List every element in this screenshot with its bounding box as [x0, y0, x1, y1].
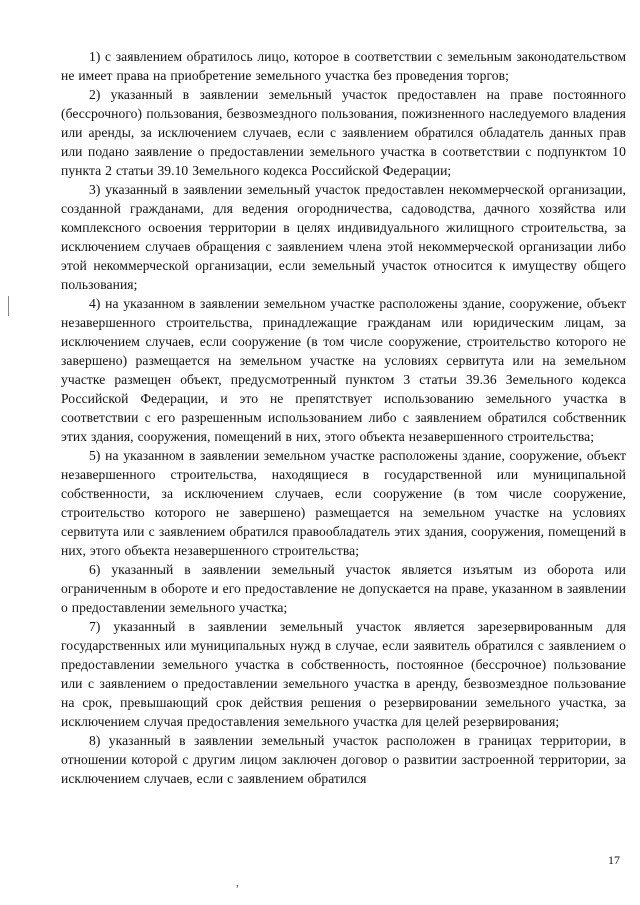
paragraph-item-1: 1) с заявлением обратилось лицо, которое в соответствии с земельным законодательством не имеет права на приобретение земельного участка без проведения торгов;	[61, 49, 626, 83]
paragraph-item-7: 7) указанный в заявлении земельный участок является зарезервированным для государственных или муниципальных нужд в случае, если заявитель обратился с заявлением о предоставлении земельного участка в собственность, постоянное (бессрочное) пользование или с заявлением о предоставлении земельного участка в аренду, безвозмездное пользование на срок, превышающий срок действия решения о резервировании земельного участка, за исключением случая предоставления земельного участка для целей резервирования;	[61, 619, 626, 729]
paragraph-item-5: 5) на указанном в заявлении земельном участке расположены здание, сооружение, объект незавершенного строительства, находящиеся в государственной или муниципальной собственности, за исключением случаев, если сооружение (в том числе сооружение, строительство которого не завершено) размещается на земельном участке на условиях сервитута или с заявлением обратился правообладатель этих здания, сооружения, помещений в них, этого объекта незавершенного строительства;	[61, 448, 626, 558]
margin-mark	[8, 296, 9, 316]
paragraph-item-6: 6) указанный в заявлении земельный участок является изъятым из оборота или ограниченным в обороте и его предоставление не допускается на праве, указанном в заявлении о предоставлении земельного участка;	[61, 562, 626, 615]
paragraph-item-4: 4) на указанном в заявлении земельном участке расположены здание, сооружение, объект незавершенного строительства, принадлежащие гражданам или юридическим лицам, за исключением случаев, если сооружение (в том числе сооружение, строительство которого не завершено) размещается на земельном участке на условиях сервитута или на земельном участке размещен объект, предусмотренный пунктом 3 статьи 39.36 Земельного кодекса Российской Федерации, и это не препятствует использованию земельного участка в соответствии с его разрешенным использованием либо с заявлением обратился собственник этих здания, сооружения, помещений в них, этого объекта незавершенного строительства;	[61, 296, 626, 444]
document-body	[61, 47, 626, 788]
paragraph-item-8: 8) указанный в заявлении земельный участок расположен в границах территории, в отношении которой с другим лицом заключен договор о развитии застроенной территории, за исключением случаев, если с заявлением обратился	[61, 733, 626, 786]
paragraph-item-2: 2) указанный в заявлении земельный участок предоставлен на праве постоянного (бессрочного) пользования, безвозмездного пользования, пожизненного наследуемого владения или аренды, за исключением случаев, если с заявлением обратился обладатель данных прав или подано заявление о предоставлении земельного участка в соответствии с подпунктом 10 пункта 2 статьи 39.10 Земельного кодекса Российской Федерации;	[61, 87, 626, 178]
paragraph-item-3: 3) указанный в заявлении земельный участок предоставлен некоммерческой организации, созданной гражданами, для ведения огородничества, садоводства, дачного хозяйства или комплексного освоения территории в целях индивидуального жилищного строительства, за исключением случаев обращения с заявлением члена этой некоммерческой организации либо этой некоммерческой организации, если земельный участок относится к имуществу общего пользования;	[61, 182, 626, 292]
page-number: 17	[608, 853, 620, 867]
scan-speck: ,	[236, 875, 239, 889]
